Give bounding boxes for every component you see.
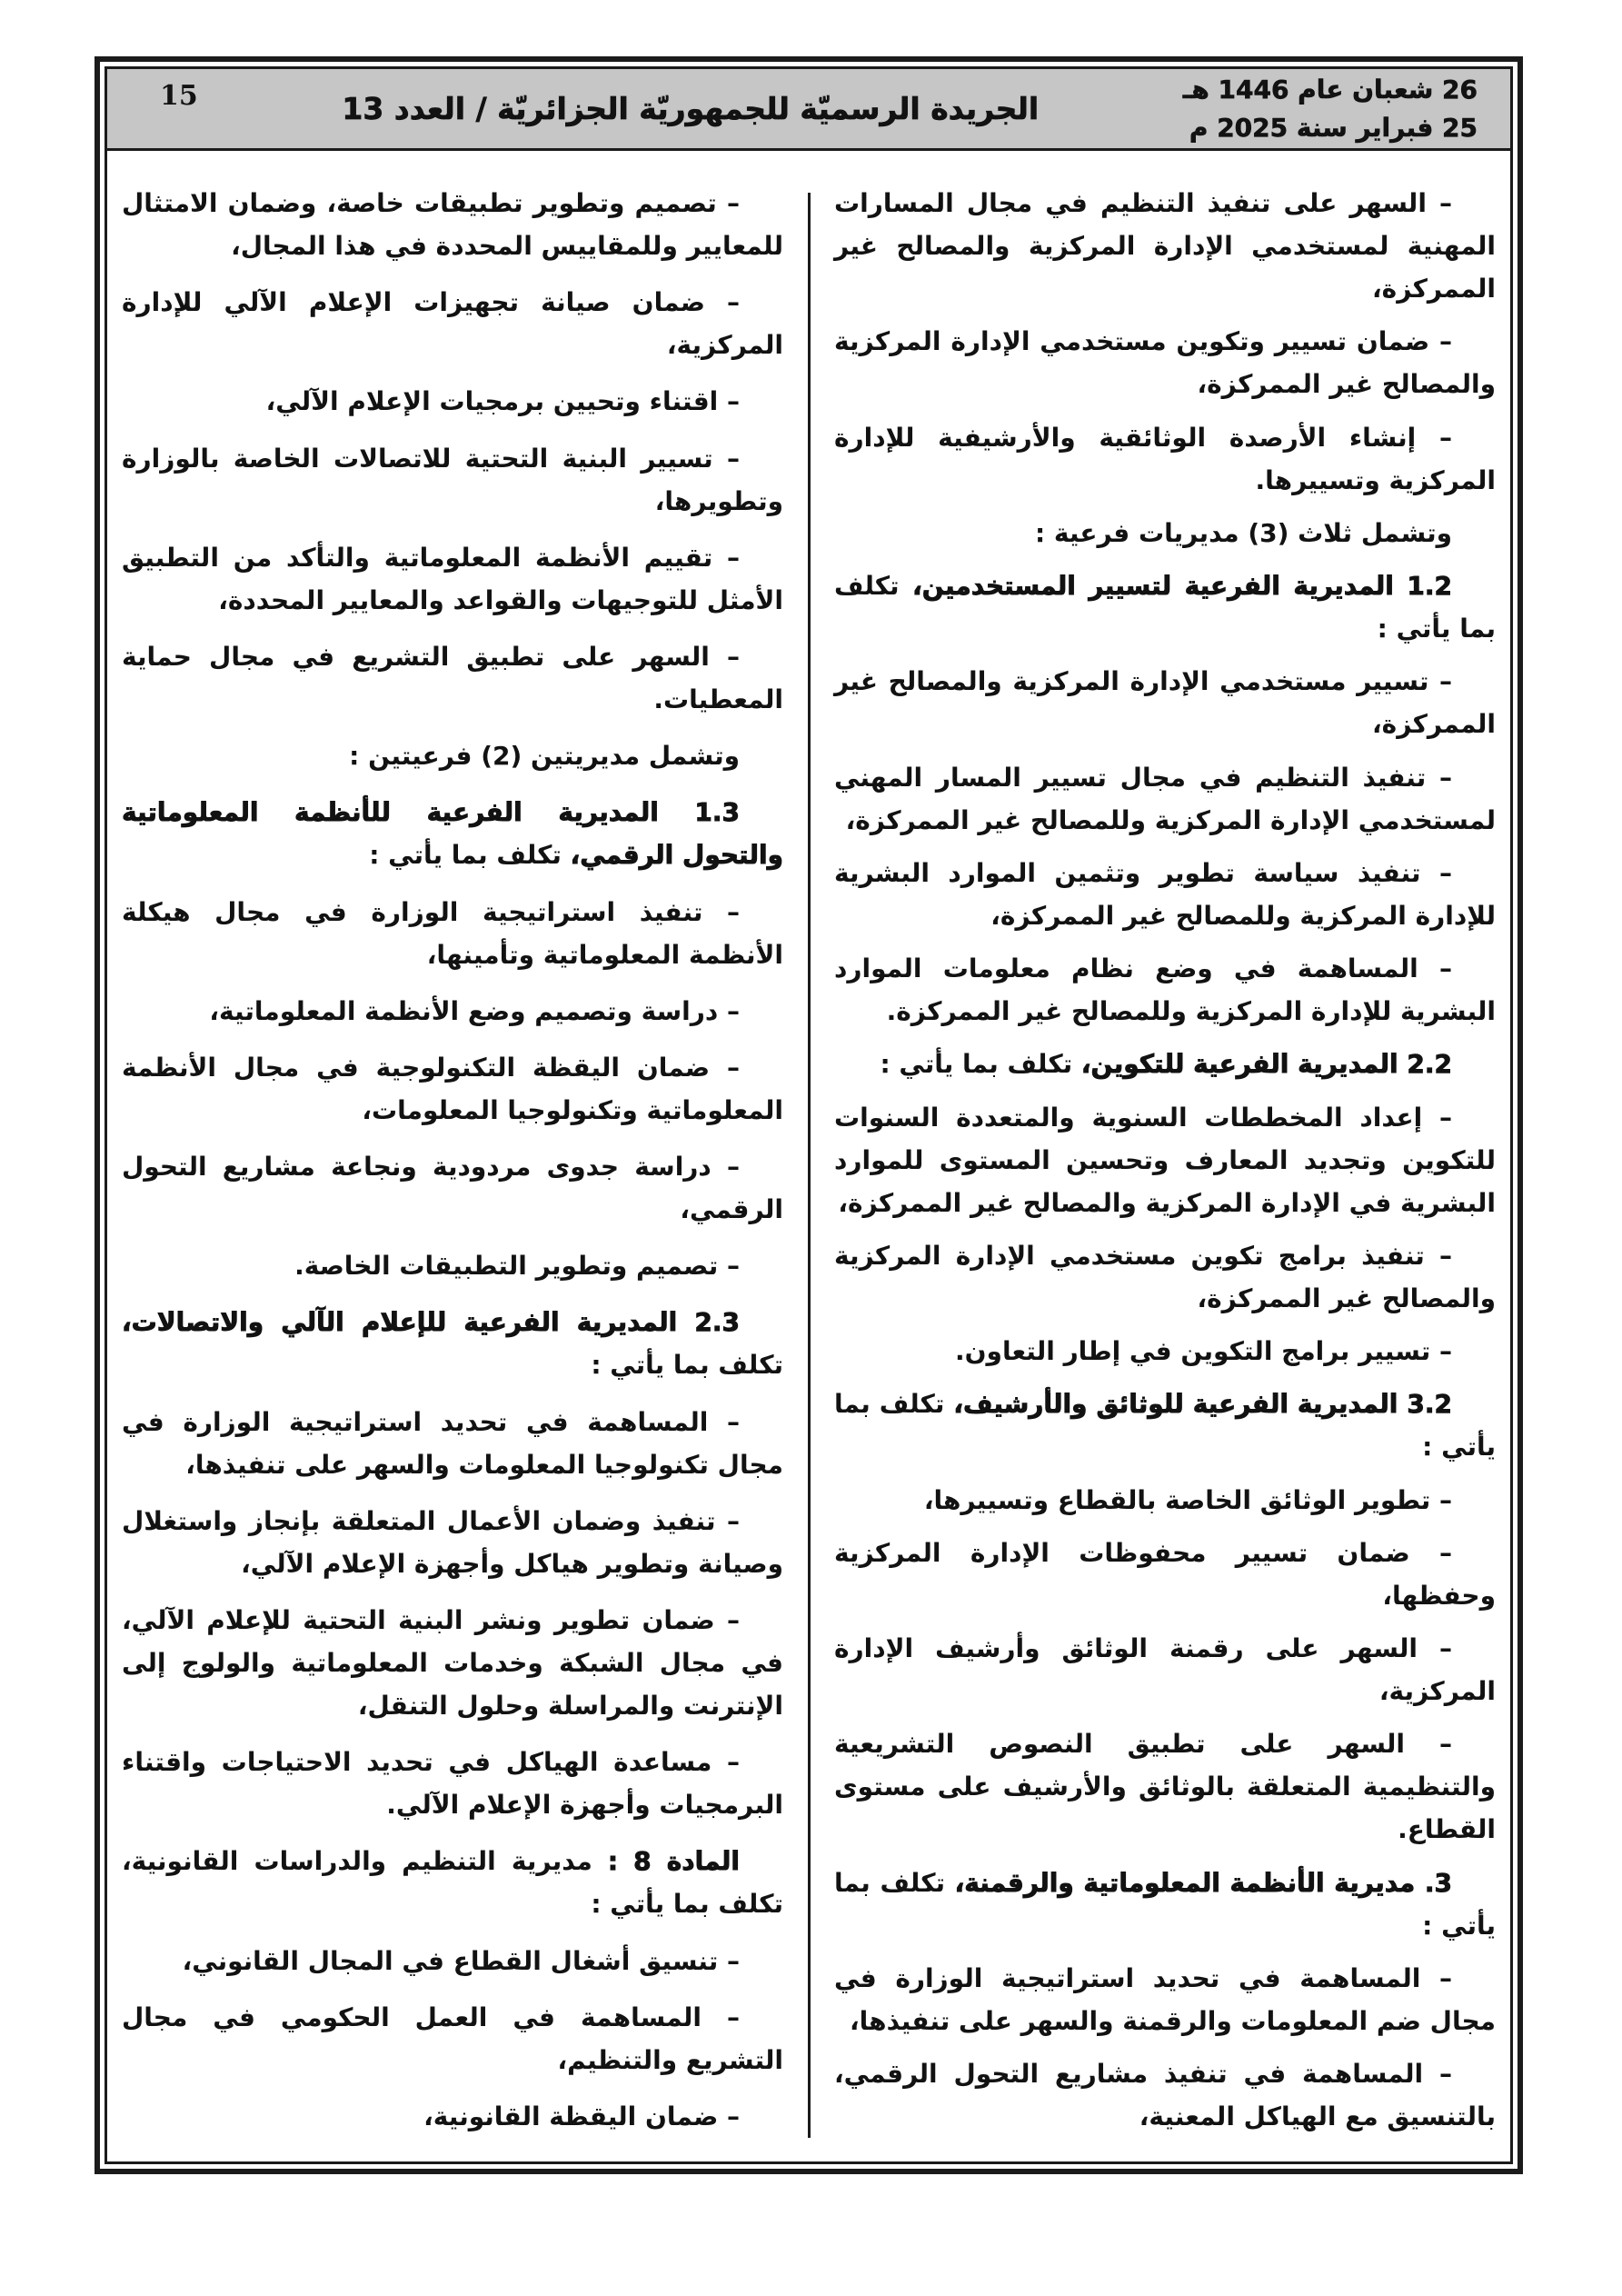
section-heading — [122, 1301, 783, 1386]
section-heading-suffix: تكلف بما يأتي : — [369, 840, 571, 871]
list-item: – السهر على تطبيق النصوص التشريعية والتنظيمية المتعلقة بالوثائق والأرشيف على مستوى القطاع. — [834, 1729, 1496, 1845]
intro-line: وتشمل مديريتين (2) فرعيتين : — [349, 741, 740, 772]
page-number: 15 — [160, 80, 198, 112]
section-heading — [834, 1383, 1496, 1468]
list-item: – السهر على تنفيذ التنظيم في مجال المسارات المهنية لمستخدمي الإدارة المركزية والمصالح غير الممركزة، — [834, 188, 1496, 304]
section-heading-number-title: 2.2 المديرية الفرعية للتكوين، — [1080, 1049, 1452, 1080]
section-heading-number-title: 1.3 المديرية الفرعية للأنظمة المعلوماتية والتحول الرقمي، — [122, 797, 783, 871]
list-item: – المساهمة في العمل الحكومي في مجال التشريع والتنظيم، — [122, 2002, 783, 2075]
masthead — [107, 69, 1510, 151]
list-item: – ضمان تسيير وتكوين مستخدمي الإدارة المركزية والمصالح غير الممركزة، — [834, 326, 1496, 400]
list-item: – تنفيذ سياسة تطوير وتثمين الموارد البشرية للإدارة المركزية وللمصالح غير الممركزة، — [834, 857, 1496, 931]
gregorian-date: 25 فبراير سنة 2025 م — [1189, 112, 1478, 143]
page-frame — [95, 56, 1523, 2174]
section-heading-number-title: 3.2 المديرية الفرعية للوثائق والأرشيف، — [953, 1389, 1452, 1420]
list-item: – ضمان اليقظة القانونية، — [423, 2101, 740, 2131]
list-item: – ضمان صيانة تجهيزات الإعلام الآلي للإدارة المركزية، — [122, 287, 783, 361]
list-item: – ضمان اليقظة التكنولوجية في مجال الأنظمة المعلوماتية وتكنولوجيا المعلومات، — [122, 1052, 783, 1125]
section-heading-suffix: تكلف بما يأتي : — [834, 571, 1496, 644]
left-column — [107, 182, 809, 2138]
list-item: – إنشاء الأرصدة الوثائقية والأرشيفية للإدارة المركزية وتسييرها. — [834, 422, 1496, 495]
section-heading — [834, 1043, 1496, 1085]
list-item: – تصميم وتطوير التطبيقات الخاصة. — [294, 1251, 740, 1282]
list-item: – المساهمة في تنفيذ مشاريع التحول الرقمي، بالتنسيق مع الهياكل المعنية، — [834, 2059, 1496, 2131]
journal-title: الجريدة الرسميّة للجمهوريّة الجزائريّة / العدد 13 — [342, 91, 1040, 126]
section-heading-number-title: 3. مديرية الأنظمة المعلوماتية والرقمنة، — [954, 1867, 1453, 1898]
intro-line: وتشمل ثلاث (3) مديريات فرعية : — [1034, 517, 1452, 548]
list-item: – المساهمة في تحديد استراتيجية الوزارة في مجال ضم المعلومات والرقمنة والسهر على تنفيذها، — [834, 1962, 1496, 2036]
list-item: – المساهمة في وضع نظام معلومات الموارد البشرية للإدارة المركزية وللمصالح غير الممركزة. — [834, 953, 1496, 1026]
list-item: – تطوير الوثائق الخاصة بالقطاع وتسييرها، — [923, 1484, 1452, 1515]
list-item: – دراسة وتصميم وضع الأنظمة المعلوماتية، — [209, 995, 740, 1026]
list-item: – تسيير البنية التحتية للاتصالات الخاصة بالوزارة وتطويرها، — [122, 443, 783, 516]
list-item: – السهر على رقمنة الوثائق وأرشيف الإدارة المركزية، — [834, 1633, 1496, 1706]
header-dates — [1183, 71, 1510, 147]
list-item: – اقتناء وتحيين برمجيات الإعلام الآلي، — [265, 386, 740, 417]
content-columns — [107, 151, 1510, 2161]
list-item: – المساهمة في تحديد استراتيجية الوزارة في مجال تكنولوجيا المعلومات والسهر على تنفيذها، — [122, 1406, 783, 1480]
section-heading-number-title: 2.3 المديرية الفرعية للإعلام الآلي والاتصالات، — [122, 1307, 740, 1338]
right-column — [809, 182, 1510, 2138]
section-heading-suffix: تكلف بما يأتي : — [591, 1350, 783, 1381]
column-divider — [808, 193, 811, 2138]
section-heading-number-title: المادة 8 : — [607, 1846, 741, 1877]
section-heading-suffix: تكلف بما يأتي : — [834, 1389, 1496, 1462]
section-heading-suffix: تكلف بما يأتي : — [834, 1867, 1496, 1941]
list-item: – السهر على تطبيق التشريع في مجال حماية المعطيات. — [122, 641, 783, 714]
hijri-date: 26 شعبان عام 1446 هـ — [1182, 74, 1478, 105]
section-heading-number-title: 1.2 المديرية الفرعية لتسيير المستخدمين، — [912, 571, 1452, 601]
list-item: – تصميم وتطوير تطبيقات خاصة، وضمان الامتثال للمعايير وللمقاييس المحددة في هذا المجال، — [122, 188, 783, 261]
list-item: – تنفيذ التنظيم في مجال تسيير المسار المهني لمستخدمي الإدارة المركزية وللمصالح غير الممركزة، — [834, 762, 1496, 835]
section-heading-suffix: تكلف بما يأتي : — [880, 1049, 1081, 1080]
list-item: – ضمان تطوير ونشر البنية التحتية للإعلام الآلي، في مجال الشبكة وخدمات المعلوماتية والولوج إلى الإنترنت والمراسلة وحلول التنقل، — [122, 1605, 783, 1721]
list-item: – تسيير برامج التكوين في إطار التعاون. — [955, 1336, 1452, 1366]
list-item: – تسيير مستخدمي الإدارة المركزية والمصالح غير الممركزة، — [834, 666, 1496, 740]
section-heading — [122, 1840, 783, 1925]
section-heading-suffix: مديرية التنظيم والدراسات القانونية، تكلف بما يأتي : — [122, 1846, 783, 1920]
list-item: – تنسيق أشغال القطاع في المجال القانوني، — [182, 1945, 740, 1976]
section-heading — [834, 564, 1496, 650]
list-item: – تنفيذ استراتيجية الوزارة في مجال هيكلة الأنظمة المعلوماتية وتأمينها، — [122, 896, 783, 970]
section-heading — [122, 791, 783, 876]
list-item: – مساعدة الهياكل في تحديد الاحتياجات واقتناء البرمجيات وأجهزة الإعلام الآلي. — [122, 1747, 783, 1821]
list-item: – إعداد المخططات السنوية والمتعددة السنوات للتكوين وتجديد المعارف وتحسين المستوى للموارد البشرية في الإدارة المركزية والمصالح غير الممركزة، — [834, 1102, 1496, 1218]
list-item: – دراسة جدوى مردودية ونجاعة مشاريع التحول الرقمي، — [122, 1152, 783, 1225]
list-item: – تقييم الأنظمة المعلوماتية والتأكد من التطبيق الأمثل للتوجيهات والقواعد والمعايير المحددة، — [122, 542, 783, 615]
page-frame-inner — [104, 66, 1513, 2164]
list-item: – تنفيذ برامج تكوين مستخدمي الإدارة المركزية والمصالح غير الممركزة، — [834, 1240, 1496, 1313]
list-item: – ضمان تسيير محفوظات الإدارة المركزية وحفظها، — [834, 1537, 1496, 1611]
list-item: – تنفيذ وضمان الأعمال المتعلقة بإنجاز واستغلال وصيانة وتطوير هياكل وأجهزة الإعلام الآلي، — [122, 1505, 783, 1579]
section-heading — [834, 1862, 1496, 1947]
